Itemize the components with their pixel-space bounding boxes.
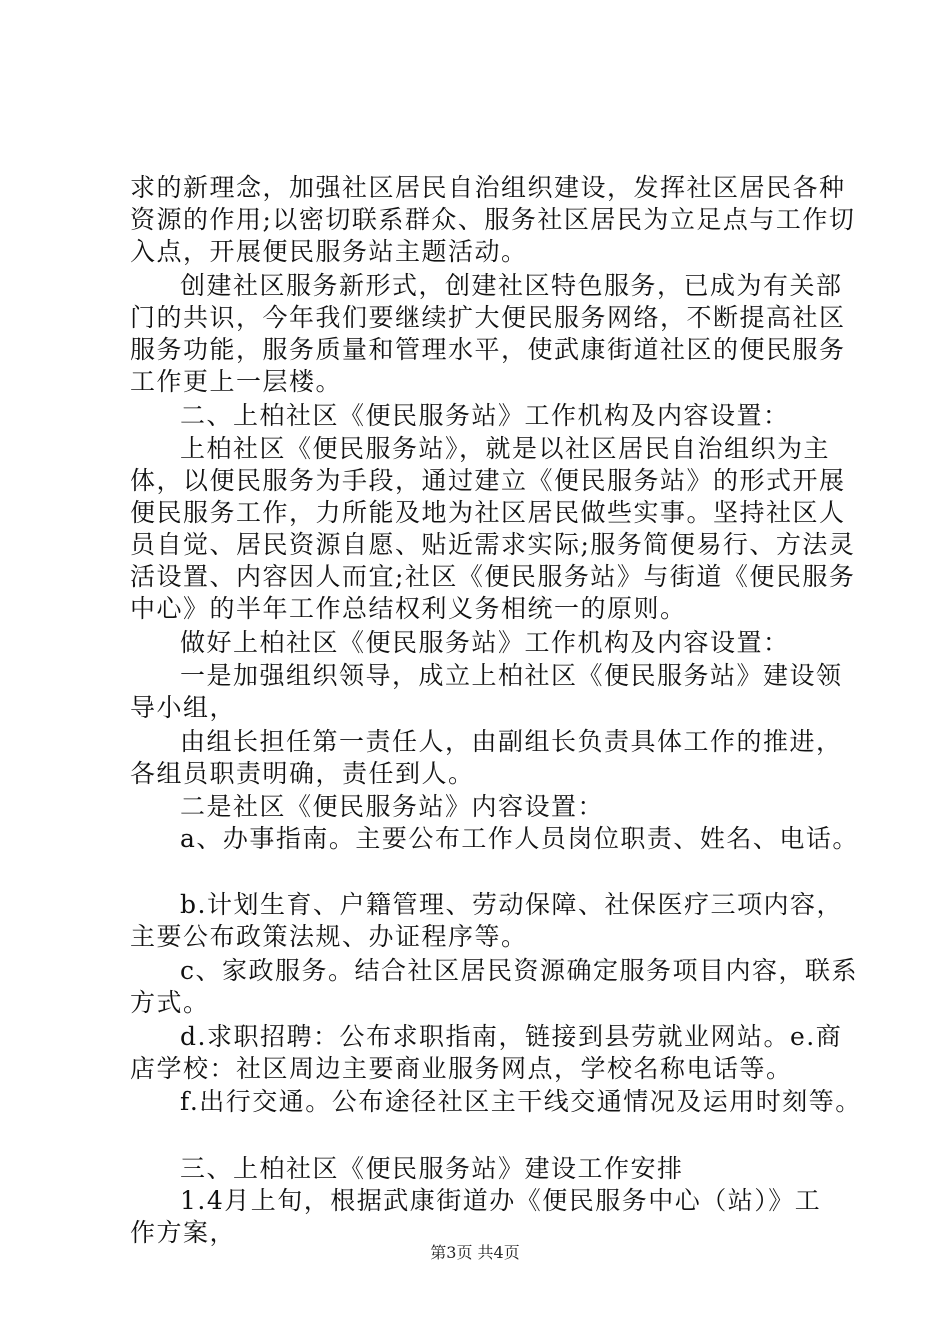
list-item: a、办事指南。主要公布工作人员岗位职责、姓名、电话。 bbox=[180, 824, 859, 853]
text-line: 做好上柏社区《便民服务站》工作机构及内容设置： bbox=[180, 628, 790, 657]
text-line: 门的共识，今年我们要继续扩大便民服务网络，不断提高社区 bbox=[130, 303, 846, 332]
text-line: 资源的作用;以密切联系群众、服务社区居民为立足点与工作切 bbox=[130, 205, 856, 234]
text-line: 中心》的半年工作总结权利义务相统一的原则。 bbox=[130, 594, 687, 623]
text-line: 各组员职责明确，责任到人。 bbox=[130, 759, 475, 788]
text-line: 上柏社区《便民服务站》，就是以社区居民自治组织为主 bbox=[180, 434, 831, 463]
text-line: 员自觉、居民资源自愿、贴近需求实际;服务简便易行、方法灵 bbox=[130, 530, 856, 559]
text-line: 主要公布政策法规、办证程序等。 bbox=[130, 922, 528, 951]
section-heading: 二、上柏社区《便民服务站》工作机构及内容设置： bbox=[180, 401, 790, 430]
text-line: 入点，开展便民服务站主题活动。 bbox=[130, 237, 528, 266]
list-item: c、家政服务。结合社区居民资源确定服务项目内容，联系 bbox=[180, 956, 859, 985]
text-line: 求的新理念，加强社区居民自治组织建设，发挥社区居民各种 bbox=[130, 173, 846, 202]
text-line: 服务功能，服务质量和管理水平，使武康街道社区的便民服务 bbox=[130, 335, 846, 364]
text-line: 作方案， bbox=[130, 1218, 237, 1247]
list-item: b.计划生育、户籍管理、劳动保障、社保医疗三项内容， bbox=[180, 890, 843, 919]
text-line: 由组长担任第一责任人，由副组长负责具体工作的推进， bbox=[180, 727, 843, 756]
page-number-footer: 第3页 共4页 bbox=[430, 1243, 520, 1262]
text-line: 活设置、内容因人而宜;社区《便民服务站》与街道《便民服务 bbox=[130, 562, 856, 591]
list-item: d.求职招聘：公布求职指南，链接到县劳就业网站。e.商 bbox=[180, 1022, 843, 1051]
text-line: 体，以便民服务为手段，通过建立《便民服务站》的形式开展 bbox=[130, 466, 846, 495]
text-line: 方式。 bbox=[130, 988, 210, 1017]
text-line: 创建社区服务新形式，创建社区特色服务，已成为有关部 bbox=[180, 271, 843, 300]
text-line: 导小组， bbox=[130, 693, 237, 722]
text-line: 便民服务工作，力所能及地为社区居民做些实事。坚持社区人 bbox=[130, 498, 846, 527]
text-line: 店学校：社区周边主要商业服务网点，学校名称电话等。 bbox=[130, 1054, 793, 1083]
list-item: f.出行交通。公布途径社区主干线交通情况及运用时刻等。 bbox=[180, 1087, 862, 1116]
text-line: 1.4月上旬，根据武康街道办《便民服务中心（站）》工 bbox=[180, 1186, 822, 1215]
text-line: 二是社区《便民服务站》内容设置： bbox=[180, 792, 605, 821]
text-line: 一是加强组织领导，成立上柏社区《便民服务站》建设领 bbox=[180, 661, 843, 690]
section-heading: 三、上柏社区《便民服务站》建设工作安排 bbox=[180, 1154, 684, 1183]
text-line: 工作更上一层楼。 bbox=[130, 367, 343, 396]
